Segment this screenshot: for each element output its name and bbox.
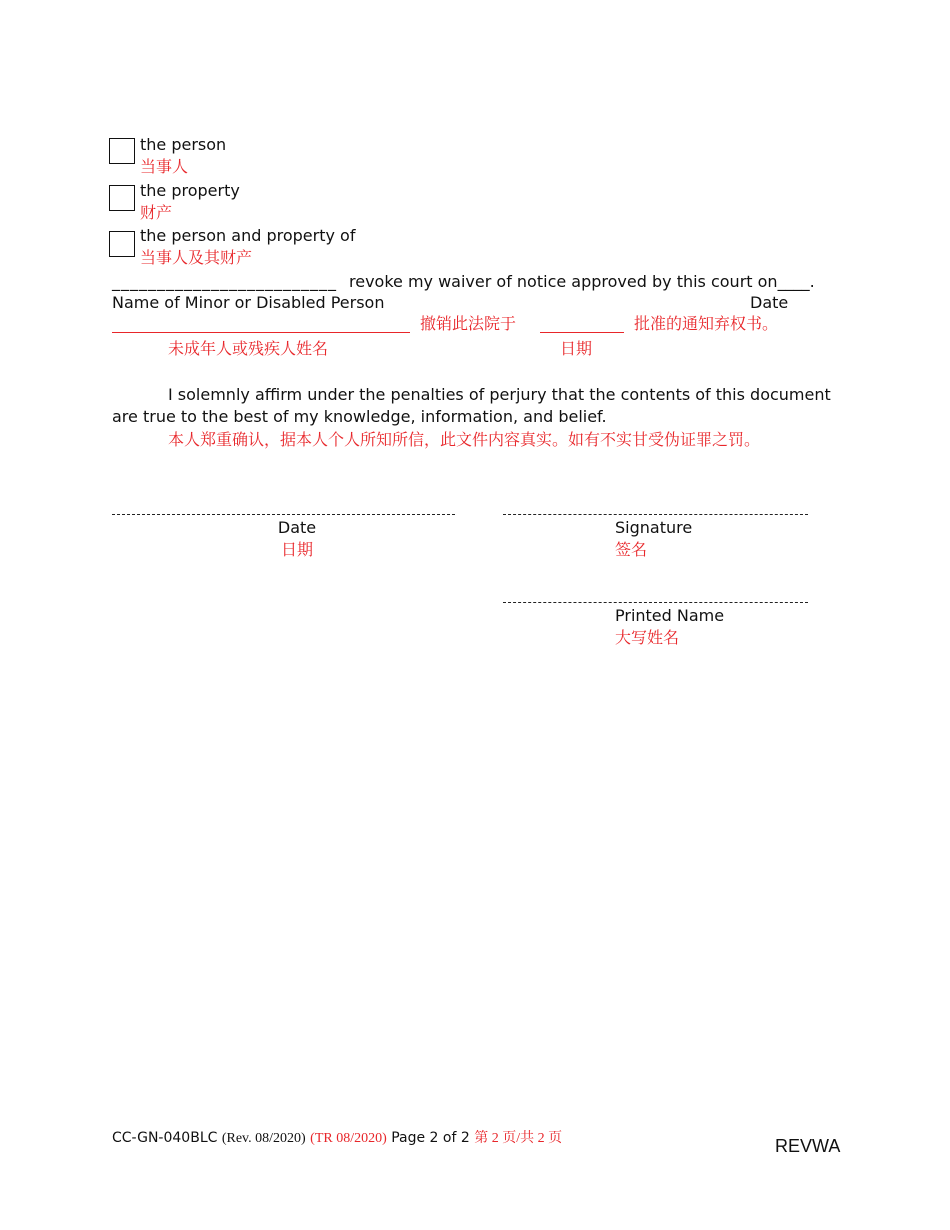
footer-page-zh: 第 2 页/共 2 页 xyxy=(474,1131,563,1146)
signature-label-zh: 签名 xyxy=(615,540,648,559)
checkbox-person-and-property[interactable] xyxy=(109,231,135,257)
signature-line[interactable] xyxy=(503,514,808,515)
printed-name-label-en: Printed Name xyxy=(615,606,725,625)
printed-name-label-zh: 大写姓名 xyxy=(615,628,680,647)
footer-form-id: CC-GN-040BLC xyxy=(112,1130,218,1146)
footer-rev: (Rev. 08/2020) xyxy=(221,1131,306,1146)
option-person-zh: 当事人 xyxy=(140,157,189,176)
affirmation-en: I solemnly affirm under the penalties of perjury that the contents of this document are true to the best of my knowledge, information, and belief. xyxy=(112,385,831,426)
option-property-en: the property xyxy=(140,181,240,200)
affirmation-zh: 本人郑重确认，据本人个人所知所信，此文件内容真实。如有不实甘受伪证罪之罚。 xyxy=(168,430,761,449)
date-label-zh: 日期 xyxy=(280,540,313,559)
revoke-text-zh-1: 撤销此法院于 xyxy=(420,314,517,333)
printed-name-line[interactable] xyxy=(503,602,808,603)
signature-label-en: Signature xyxy=(615,518,693,537)
label-minor-name-zh: 未成年人或残疾人姓名 xyxy=(168,339,329,358)
option-property-zh: 财产 xyxy=(140,203,173,222)
minor-name-line-zh xyxy=(112,332,410,333)
revoke-text-zh-2: 批准的通知弃权书。 xyxy=(634,314,779,333)
footer-tr: (TR 08/2020) xyxy=(310,1131,387,1146)
revoke-text-en: revoke my waiver of notice approved by this court on____. xyxy=(349,272,815,291)
checkbox-property[interactable] xyxy=(109,185,135,211)
date-signature-line[interactable] xyxy=(112,514,455,515)
label-date-en: Date xyxy=(750,293,789,312)
date-label-en: Date xyxy=(277,518,317,537)
option-person-and-property-en: the person and property of xyxy=(140,226,356,245)
minor-name-blank[interactable]: _________________________ xyxy=(112,272,337,291)
footer xyxy=(112,1130,562,1148)
footer-page-en: Page 2 of 2 xyxy=(391,1130,470,1146)
label-date-zh: 日期 xyxy=(560,339,593,358)
checkbox-person[interactable] xyxy=(109,138,135,164)
option-person-en: the person xyxy=(140,135,227,154)
date-line-zh xyxy=(540,332,624,333)
label-minor-name-en: Name of Minor or Disabled Person xyxy=(112,293,385,312)
footer-form-code: REVWA xyxy=(775,1136,841,1156)
option-person-and-property-zh: 当事人及其财产 xyxy=(140,248,253,267)
